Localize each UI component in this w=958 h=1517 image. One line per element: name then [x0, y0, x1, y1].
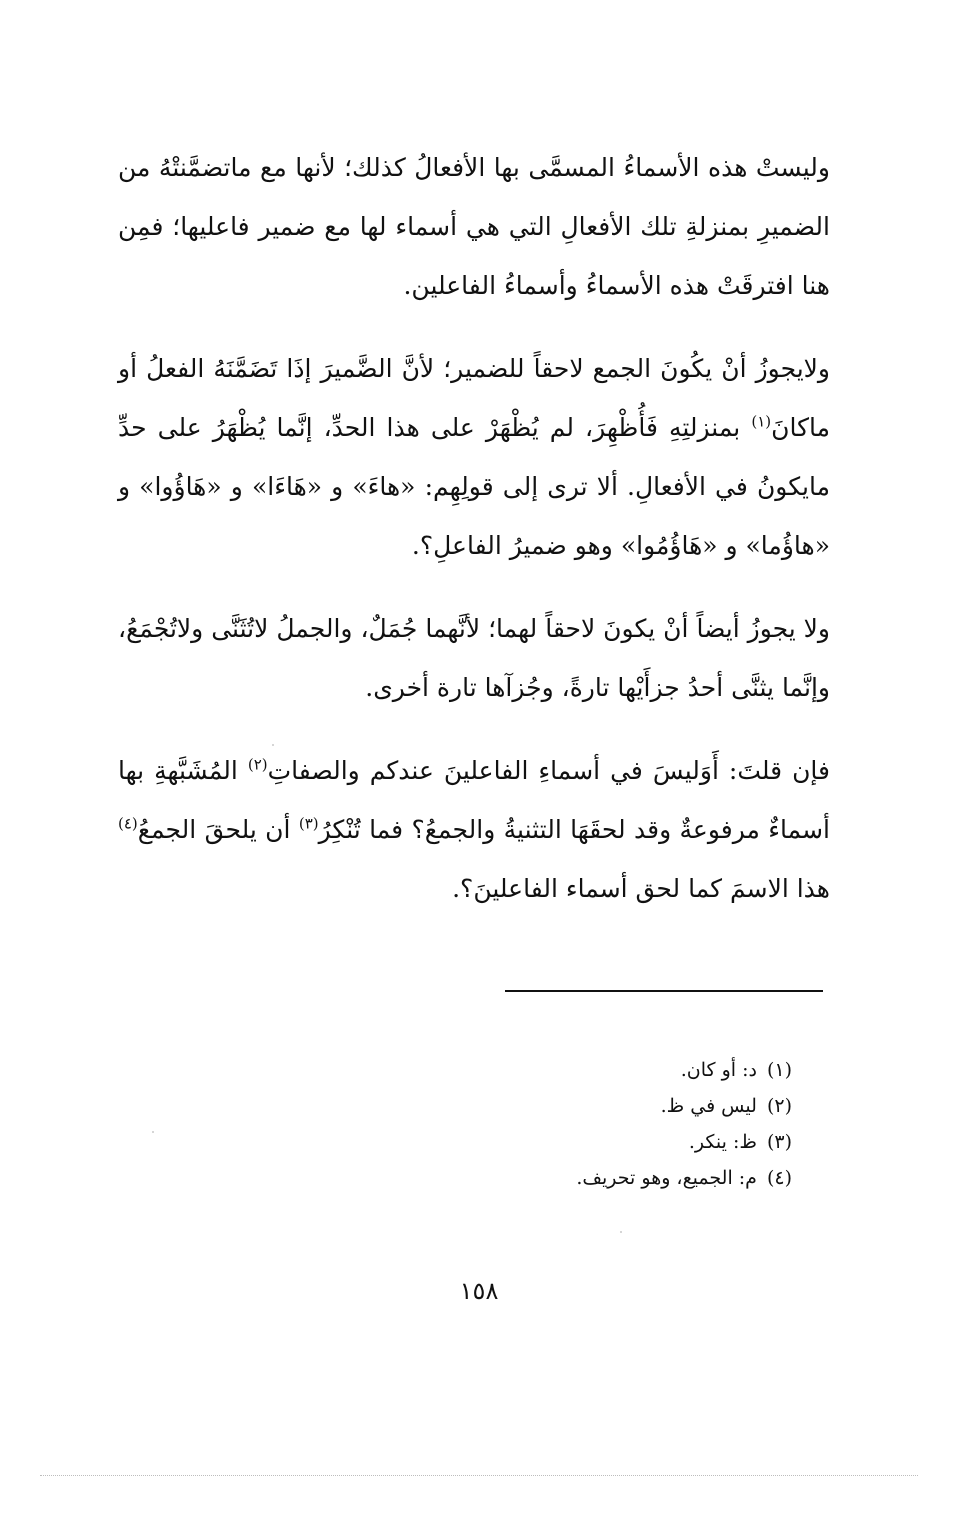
footnote-text: د: أو كان. [680, 1059, 757, 1081]
paragraph [118, 339, 830, 575]
page-number: ١٥٨ [459, 1277, 499, 1305]
footnote-number: (٣) [766, 1131, 792, 1153]
footnote-number: (١) [766, 1059, 792, 1081]
paragraph-text: أن يلحقَ الجمعُ [137, 815, 291, 844]
scan-speck [272, 744, 274, 746]
main-text [118, 138, 830, 942]
paragraph-text: المُشَبَّهةِ بها أسماءٌ مرفوعةٌ وقد لحقَهَا التثنيةُ والجمعُ؟ فما تُنْكِرُ [118, 756, 830, 844]
scan-speck [152, 1131, 154, 1133]
footnote [420, 1088, 792, 1124]
paragraph-text: ولايجوزُ أنْ يكُونَ الجمع لاحقاً للضمير؛ لأنَّ الضَّميرَ إذَا تَضَمَّنَهُ الفعلُ أو ماكانَ [118, 354, 830, 442]
paragraph [118, 138, 830, 315]
footnote-reference: (٢) [247, 755, 268, 774]
footnote-reference: (٤) [118, 814, 138, 833]
footnote [420, 1124, 792, 1160]
footnote-number: (٢) [766, 1095, 792, 1117]
paragraph [118, 741, 830, 918]
footnote-text: ليس في ظ. [660, 1095, 757, 1117]
footnote-text: ظ: ينكر. [688, 1131, 757, 1153]
paragraph-text: وليستْ هذه الأسماءُ المسمَّى بها الأفعالُ كذلك؛ لأنها مع ماتضمَّنتْهُ من الضميرِ بمنزلةِ تلك الأفعالِ التي هي أسماء لها مع ضمير فاعليها؛ فمِن هنا افترقَتْ هذه الأسماءُ وأسماءُ الفاعلين. [118, 153, 830, 300]
footnote [420, 1052, 792, 1088]
footnotes-list [420, 1052, 792, 1196]
paragraph-text: ولا يجوزُ أيضاً أنْ يكونَ لاحقاً لهما؛ لأنَّهما جُمَلٌ، والجملُ لاتُثَنَّى ولاتُجْمَعُ، وإنَّما يثنَّى أحدُ جزأَيْها تارةً، وجُزآها تارة أخرى. [118, 614, 830, 702]
scan-artifact-line [40, 1475, 918, 1476]
scan-speck [620, 1231, 622, 1233]
footnote-reference: (٣) [298, 814, 319, 833]
paragraph-text: فإن قلتَ: أَوَليسَ في أسماءِ الفاعلينَ عندكم والصفاتِ [267, 756, 830, 785]
footnote-number: (٤) [766, 1167, 792, 1189]
paragraph [118, 599, 830, 717]
paragraph-text: هذا الاسمَ كما لحق أسماء الفاعلينَ؟. [452, 874, 830, 903]
footnote [420, 1160, 792, 1196]
footnote-separator [505, 990, 823, 992]
footnote-text: م: الجميع، وهو تحريف. [576, 1167, 757, 1189]
footnote-reference: (١) [751, 412, 772, 431]
paragraph-text: بمنزلتِهِ فَأُظْهِرَ، لم يُظْهَرْ على هذا الحدِّ، إنَّما يُظْهَرُ على حدِّ مايكونُ في الأفعالِ. ألا ترى إلى قولِهِم: «هاءَ» و «هَاءَا» و «هَاؤُوا» و «هاؤُما» و «هَاؤُمُوا» وهو ضميرُ الفاعلِ؟. [118, 413, 830, 560]
